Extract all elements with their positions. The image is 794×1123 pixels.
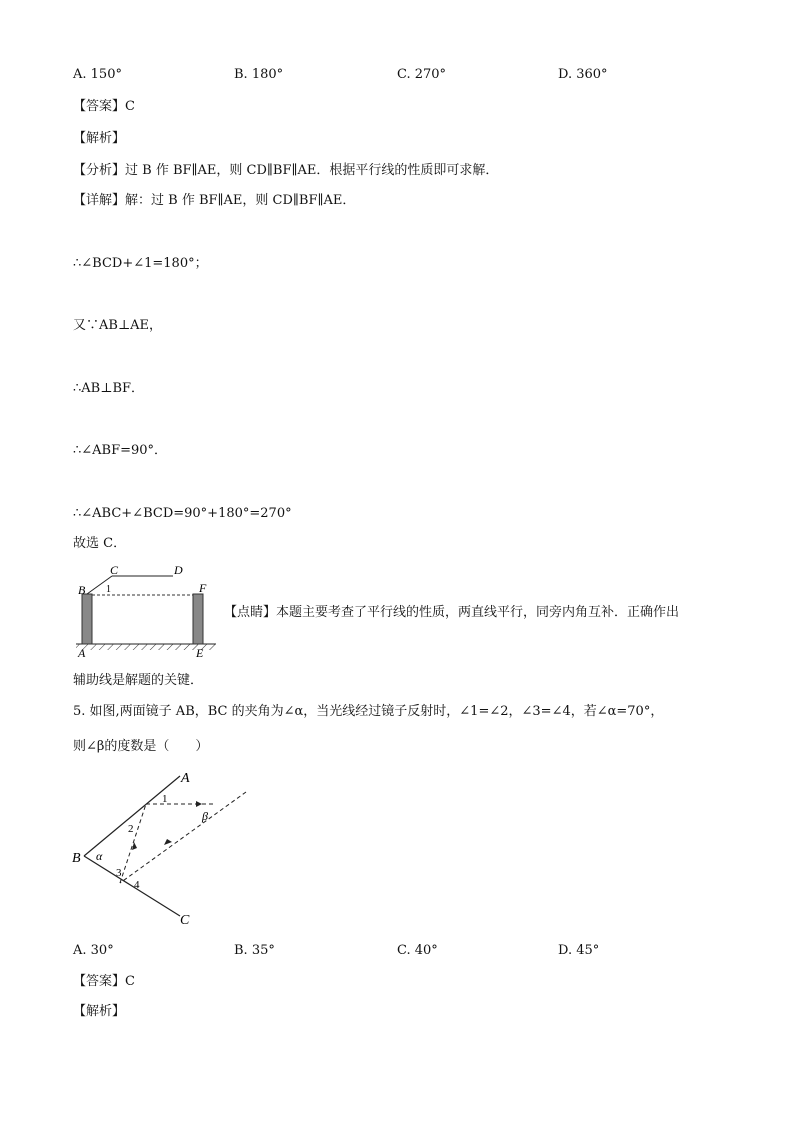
- q5-stem: 5. 如图,两面镜子 AB，BC 的夹角为∠α，当光线经过镜子反射时，∠1=∠2，∠3=∠4，若∠α=70°，: [73, 704, 664, 719]
- q4-fenxi: 【分析】过 B 作 BF∥AE，则 CD∥BF∥AE．根据平行线的性质即可求解．: [73, 163, 499, 178]
- q4-answer: 【答案】C: [73, 99, 135, 114]
- q5-label-a: A: [181, 771, 190, 786]
- q4-label-a: A: [78, 646, 86, 660]
- q5-mirror-figure: [68, 768, 258, 928]
- q5-label-c: C: [180, 913, 190, 928]
- q4-step-4: ∴∠ABF=90°．: [73, 443, 168, 458]
- q5-stem-cont: 则∠β的度数是（ ）: [73, 739, 209, 754]
- q4-option-d: D. 360°: [558, 67, 608, 82]
- q4-option-c: C. 270°: [397, 67, 447, 82]
- q4-label-d: D: [174, 563, 183, 577]
- q5-label-4: 4: [134, 879, 140, 891]
- q4-option-b: B. 180°: [234, 67, 284, 82]
- q5-label-b: B: [72, 851, 81, 866]
- q4-label-f: F: [199, 581, 207, 595]
- q4-step-2: 又∵AB⊥AE，: [73, 318, 163, 333]
- q5-label-beta: β: [202, 809, 208, 823]
- q4-option-a: A. 150°: [73, 67, 122, 82]
- q4-label-angle-1: 1: [106, 584, 111, 595]
- q5-label-1: 1: [162, 793, 168, 805]
- q4-parallel-figure: [70, 560, 220, 660]
- q4-dianjing-cont: 辅助线是解题的关键．: [73, 673, 204, 688]
- q5-analysis-heading: 【解析】: [73, 1004, 126, 1019]
- q5-option-a: A. 30°: [73, 943, 114, 958]
- q4-step-1: ∴∠BCD+∠1=180°；: [73, 256, 208, 271]
- q5-option-d: D. 45°: [558, 943, 600, 958]
- q4-step-5: ∴∠ABC+∠BCD=90°+180°=270°: [73, 506, 292, 521]
- q4-dianjing: 【点睛】本题主要考查了平行线的性质，两直线平行，同旁内角互补．正确作出: [224, 605, 680, 620]
- q4-label-c: C: [110, 563, 119, 577]
- q4-label-e: E: [196, 646, 204, 660]
- q4-choose: 故选 C．: [73, 536, 127, 551]
- q5-label-3: 3: [116, 867, 122, 879]
- q5-label-2: 2: [128, 823, 134, 835]
- q4-xiangjie: 【详解】解：过 B 作 BF∥AE，则 CD∥BF∥AE．: [73, 193, 356, 208]
- q5-label-alpha: α: [96, 849, 103, 863]
- q5-option-c: C. 40°: [397, 943, 438, 958]
- q5-answer: 【答案】C: [73, 974, 135, 989]
- q5-option-b: B. 35°: [234, 943, 275, 958]
- q4-label-b: B: [78, 583, 86, 597]
- q4-step-3: ∴AB⊥BF．: [73, 381, 145, 396]
- q4-analysis-heading: 【解析】: [73, 131, 126, 146]
